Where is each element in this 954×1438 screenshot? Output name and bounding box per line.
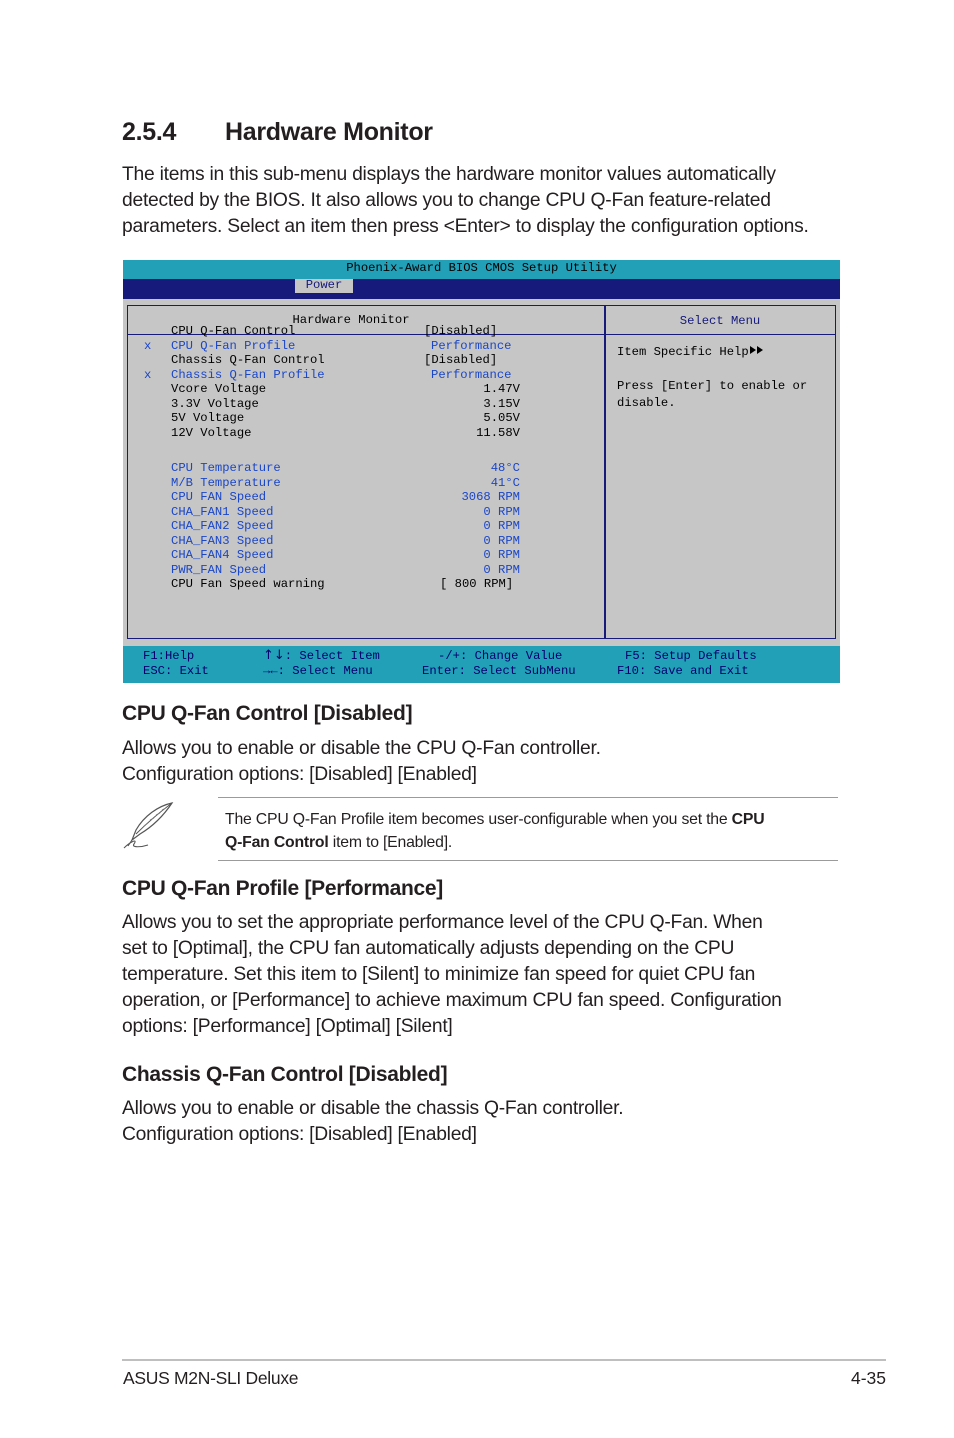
bios-item-label: 5V Voltage: [171, 411, 245, 425]
bios-item-value: Performance: [431, 339, 512, 353]
double-arrow-icon: [749, 345, 765, 359]
subsection-heading: Chassis Q-Fan Control [Disabled]: [122, 1063, 448, 1086]
key-save-exit: F10: Save and Exit: [617, 664, 749, 678]
bios-item-value: [ 800 RPM]: [440, 577, 514, 591]
bios-item-value: 3068 RPM: [461, 490, 520, 504]
bios-item-row[interactable]: [128, 577, 604, 592]
body-line: operation, or [Performance] to achieve maximum CPU fan speed. Configuration: [122, 990, 782, 1011]
bios-item-value: 0 RPM: [483, 519, 520, 533]
bios-item-row[interactable]: [128, 534, 604, 549]
note-top-rule: [218, 797, 838, 798]
note-pen-icon: [122, 800, 178, 857]
key-select-menu: →←: Select Menu: [263, 664, 373, 678]
bios-item-mark: x: [144, 368, 152, 382]
key-help: F1:Help: [143, 649, 195, 663]
note-line-1: [225, 808, 835, 831]
bios-item-label: Chassis Q-Fan Control: [171, 353, 325, 367]
bios-panel-title: Hardware Monitor: [292, 313, 410, 327]
bios-item-row[interactable]: [128, 548, 604, 563]
key-select-submenu: Enter: Select SubMenu: [422, 664, 576, 678]
up-down-arrows-icon: ↑↓: [263, 648, 285, 663]
bios-item-row[interactable]: [128, 324, 604, 339]
key-select-item-label: : Select Item: [284, 649, 380, 663]
bios-item-label: PWR_FAN Speed: [171, 563, 267, 577]
note-text: [225, 808, 835, 854]
section-number: 2.5.4: [122, 118, 177, 146]
body-line: Allows you to enable or disable the chassis Q-Fan controller.: [122, 1098, 624, 1119]
bios-title-bar: Phoenix-Award BIOS CMOS Setup Utility: [123, 260, 840, 279]
bios-item-label: M/B Temperature: [171, 476, 281, 490]
bios-item-row[interactable]: [128, 505, 604, 520]
bios-item-value: [Disabled]: [424, 324, 498, 338]
body-line: Configuration options: [Disabled] [Enabled]: [122, 764, 477, 785]
intro-line: The items in this sub-menu displays the hardware monitor values automatically: [122, 164, 776, 185]
bios-item-value: 1.47V: [483, 382, 520, 396]
section-heading: [122, 118, 433, 147]
bios-item-row[interactable]: [128, 353, 604, 368]
bios-item-row[interactable]: [128, 476, 604, 491]
note-text-pre: The CPU Q-Fan Profile item becomes user-configurable when you set the: [225, 811, 732, 828]
bios-item-row[interactable]: [128, 426, 604, 441]
bios-item-row[interactable]: [128, 519, 604, 534]
bios-item-value: 5.05V: [483, 411, 520, 425]
bios-item-row[interactable]: [128, 368, 604, 383]
bios-main-panel: [127, 305, 606, 639]
bios-item-value: 0 RPM: [483, 563, 520, 577]
bios-item-label: CHA_FAN4 Speed: [171, 548, 274, 562]
key-change-value: -/+: Change Value: [438, 649, 563, 663]
subsection-heading: CPU Q-Fan Profile [Performance]: [122, 877, 443, 900]
subsection-body: [122, 736, 852, 788]
bios-item-row[interactable]: [128, 339, 604, 354]
bios-help-title: Select Menu: [679, 314, 761, 328]
note-bottom-rule: [218, 860, 838, 861]
bios-help-heading-text: Item Specific Help: [617, 345, 749, 359]
bios-help-divider: [605, 334, 835, 335]
intro-line: detected by the BIOS. It also allows you to change CPU Q-Fan feature-related: [122, 190, 771, 211]
body-line: set to [Optimal], the CPU fan automatically adjusts depending on the CPU: [122, 938, 735, 959]
bios-help-panel: [605, 305, 836, 639]
bios-menu-tab-power[interactable]: Power: [295, 279, 353, 293]
bios-item-label: CHA_FAN1 Speed: [171, 505, 274, 519]
intro-line: parameters. Select an item then press <Enter> to display the configuration options.: [122, 216, 809, 237]
bios-item-label: CHA_FAN2 Speed: [171, 519, 274, 533]
key-exit: ESC: Exit: [143, 664, 209, 678]
intro-paragraph: [122, 162, 852, 240]
bios-item-row[interactable]: [128, 490, 604, 505]
bios-item-value: 0 RPM: [483, 548, 520, 562]
bios-item-label: Chassis Q-Fan Profile: [171, 368, 325, 382]
body-line: Configuration options: [Disabled] [Enabled]: [122, 1124, 477, 1145]
body-line: temperature. Set this item to [Silent] to minimize fan speed for quiet CPU fan: [122, 964, 756, 985]
bios-item-value: 0 RPM: [483, 505, 520, 519]
key-select-item: [263, 649, 380, 664]
subsection-heading: CPU Q-Fan Control [Disabled]: [122, 702, 413, 725]
bios-item-value: 3.15V: [483, 397, 520, 411]
key-setup-defaults: F5: Setup Defaults: [625, 649, 757, 663]
bios-menu-bar: [123, 279, 840, 299]
note-line-2: [225, 831, 835, 854]
body-line: Allows you to set the appropriate performance level of the CPU Q-Fan. When: [122, 912, 763, 933]
bios-item-label: CPU FAN Speed: [171, 490, 267, 504]
subsection-body: [122, 1096, 852, 1148]
bios-item-value: 41°C: [490, 476, 520, 490]
body-line: Allows you to enable or disable the CPU Q-Fan controller.: [122, 738, 601, 759]
footer-page-number: 4-35: [850, 1368, 886, 1388]
subsection-body: [122, 910, 852, 1040]
bios-item-label: 12V Voltage: [171, 426, 252, 440]
note-text-post: item to [Enabled].: [328, 834, 453, 851]
bios-item-value: [Disabled]: [424, 353, 498, 367]
footer-product: ASUS M2N-SLI Deluxe: [123, 1368, 299, 1388]
bios-item-label: CPU Fan Speed warning: [171, 577, 325, 591]
bios-item-row[interactable]: [128, 382, 604, 397]
bios-help-line: Press [Enter] to enable or: [617, 379, 808, 393]
bios-item-value: 0 RPM: [483, 534, 520, 548]
bios-item-label: 3.3V Voltage: [171, 397, 259, 411]
note-text-bold: CPU: [731, 811, 765, 828]
bios-item-label: CPU Q-Fan Control: [171, 324, 296, 338]
bios-help-line: disable.: [617, 396, 676, 410]
bios-screen: [123, 260, 840, 683]
bios-item-value: Performance: [431, 368, 512, 382]
bios-item-mark: x: [144, 339, 152, 353]
bios-item-label: CHA_FAN3 Speed: [171, 534, 274, 548]
body-line: options: [Performance] [Optimal] [Silent]: [122, 1016, 453, 1037]
footer-rule: [122, 1359, 886, 1361]
bios-key-legend: [123, 646, 840, 683]
bios-item-label: CPU Q-Fan Profile: [171, 339, 296, 353]
bios-help-heading: [617, 345, 765, 359]
section-title: Hardware Monitor: [225, 118, 433, 146]
bios-item-value: 11.58V: [476, 426, 520, 440]
bios-item-row[interactable]: [128, 563, 604, 578]
note-text-bold: Q-Fan Control: [225, 834, 329, 851]
bios-item-row[interactable]: [128, 411, 604, 426]
bios-item-row[interactable]: [128, 461, 604, 476]
bios-item-value: 48°C: [490, 461, 520, 475]
bios-item-label: CPU Temperature: [171, 461, 281, 475]
bios-item-label: Vcore Voltage: [171, 382, 267, 396]
bios-item-row[interactable]: [128, 397, 604, 412]
